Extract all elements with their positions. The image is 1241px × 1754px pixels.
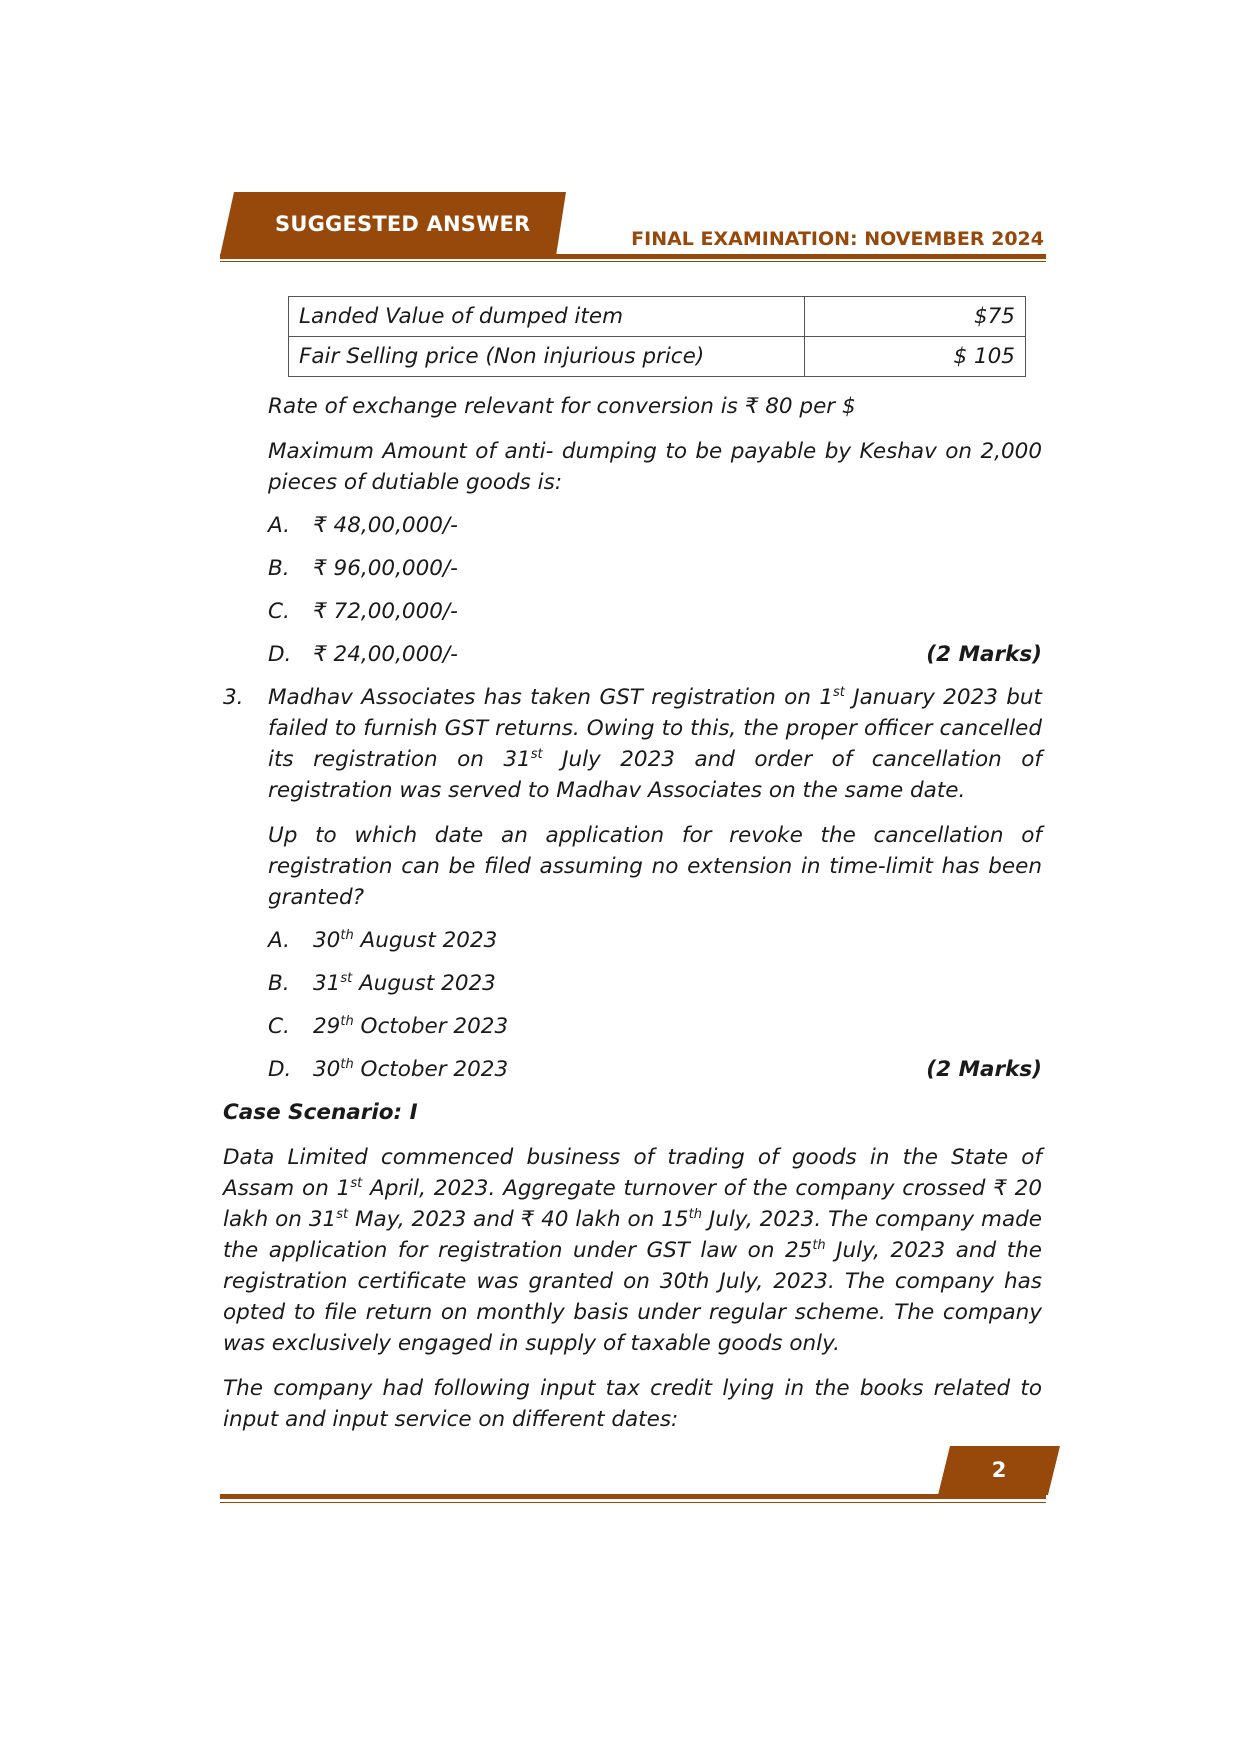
footer-rule <box>220 1494 1046 1499</box>
table-cell-value: $75 <box>805 297 1026 337</box>
q3-option-c <box>223 1011 1042 1042</box>
value-table <box>288 296 1026 377</box>
exam-title: FINAL EXAMINATION: NOVEMBER 2024 <box>631 228 1044 250</box>
header-rule <box>220 254 1046 259</box>
option-text: 31st August 2023 <box>313 970 496 996</box>
q3-option-a <box>223 925 1042 956</box>
option-text: ₹ 96,00,000/- <box>313 556 458 581</box>
table-cell-label: Fair Selling price (Non injurious price) <box>289 337 805 377</box>
table-row <box>289 337 1026 377</box>
page-content <box>223 296 1042 1435</box>
option-letter: A. <box>268 928 290 953</box>
question-number: 3. <box>223 685 244 710</box>
q2-option-a <box>223 510 1042 541</box>
q3-marks: (2 Marks) <box>926 1057 1042 1082</box>
option-text: 30th August 2023 <box>313 927 498 953</box>
q2-marks: (2 Marks) <box>926 642 1042 667</box>
option-text: 30th October 2023 <box>313 1056 509 1082</box>
option-letter: D. <box>268 1057 292 1082</box>
q3-statement: Madhav Associates has taken GST registration on 1st January 2023 but failed to furnish GST returns. Owing to this, the proper officer cancelled its registration on 31st July 2023 and order of cancellation of registration was served to Madhav Associates on the same date. <box>268 684 1042 803</box>
option-text: ₹ 72,00,000/- <box>313 599 458 624</box>
table-row <box>289 297 1026 337</box>
table-cell-value: $ 105 <box>805 337 1026 377</box>
option-letter: C. <box>268 1014 290 1039</box>
option-text: 29th October 2023 <box>313 1013 509 1039</box>
exchange-rate-text: Rate of exchange relevant for conversion is ₹ 80 per $ <box>268 394 856 419</box>
option-letter: B. <box>268 556 290 581</box>
option-text: ₹ 48,00,000/- <box>313 513 458 538</box>
table-cell-label: Landed Value of dumped item <box>289 297 805 337</box>
case-paragraph-1: Data Limited commenced business of trading of goods in the State of Assam on 1st April, 2023. Aggregate turnover of the company crossed ₹ 20 lakh on 31st May, 2023 and ₹ 40 lakh on 15th July, 2023. The company made the application for registration under GST law on 25th July, 2023 and the registration certificate was granted on 30th July, 2023. The company has opted to file return on monthly basis under regular scheme. The company was exclusively engaged in supply of taxable goods only. <box>223 1145 1042 1356</box>
question-3 <box>223 682 1042 806</box>
case-scenario-title: Case Scenario: I <box>223 1100 418 1125</box>
option-letter: D. <box>268 642 292 667</box>
option-letter: A. <box>268 513 290 538</box>
option-text: ₹ 24,00,000/- <box>313 642 458 667</box>
q2-option-b <box>223 553 1042 584</box>
header-rule-thin <box>220 261 1046 262</box>
option-letter: B. <box>268 971 290 996</box>
option-letter: C. <box>268 599 290 624</box>
q2-question: Maximum Amount of anti- dumping to be payable by Keshav on 2,000 pieces of dutiable goods is: <box>268 439 1042 495</box>
header-tab-label: SUGGESTED ANSWER <box>275 212 531 236</box>
q2-option-d <box>223 639 1042 670</box>
q2-option-c <box>223 596 1042 627</box>
q3-option-b <box>223 968 1042 999</box>
case-paragraph-2: The company had following input tax credit lying in the books related to input and input service on different dates: <box>223 1376 1042 1432</box>
footer-rule-thin <box>220 1502 1046 1503</box>
page-number: 2 <box>991 1458 1007 1482</box>
q3-question: Up to which date an application for revoke the cancellation of registration can be filed assuming no extension in time-limit has been granted? <box>268 823 1042 910</box>
q3-option-d <box>223 1054 1042 1085</box>
